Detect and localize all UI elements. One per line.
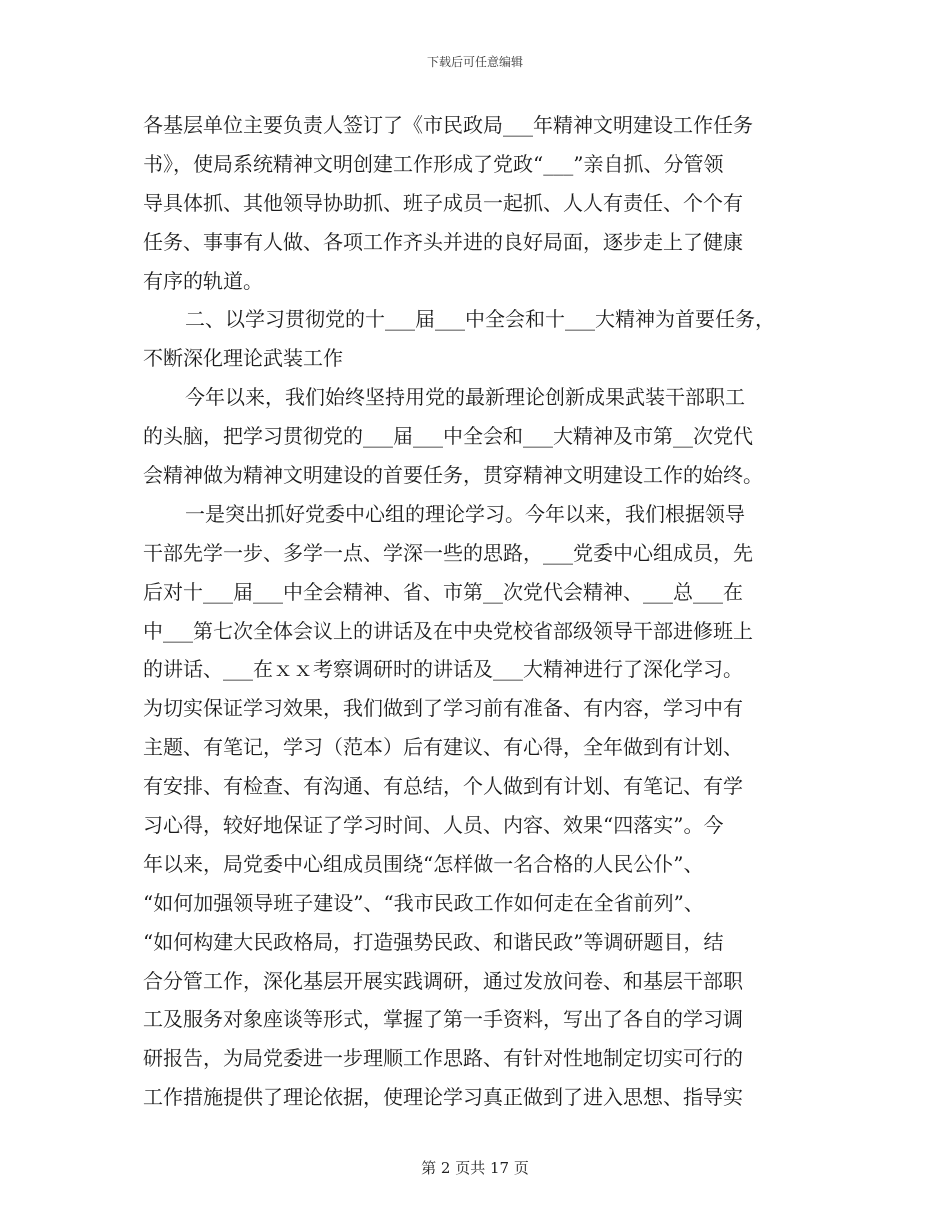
text-line: 书》，使局系统精神文明创建工作形成了党政“___”亲自抓、分管领 <box>143 151 724 176</box>
text-line: 中___第七次全体会议上的讲话及在中央党校省部级领导干部进修班上 <box>143 618 753 643</box>
text-line: 工及服务对象座谈等形式，掌握了第一手资料，写出了各自的学习调 <box>143 1007 743 1032</box>
text-line: 后对十___届___中全会精神、省、市第__次党代会精神、___总___在 <box>143 579 743 604</box>
text-line: 任务、事事有人做、各项工作齐头并进的良好局面，逐步走上了健康 <box>143 229 743 254</box>
text-line: 主题、有笔记，学习（范本）后有建议、有心得，全年做到有计划、 <box>143 735 743 760</box>
text-line: 二、以学习贯彻党的十___届___中全会和十___大精神为首要任务， <box>185 307 775 332</box>
text-line: 一是突出抓好党委中心组的理论学习。今年以来，我们根据领导 <box>185 501 745 526</box>
text-line: 的讲话、___在ｘｘ考察调研时的讲话及___大精神进行了深化学习。 <box>143 657 743 682</box>
text-line: 为切实保证学习效果，我们做到了学习前有准备、有内容，学习中有 <box>143 696 743 721</box>
document-body <box>143 106 815 1117</box>
text-line: 年以来，局党委中心组成员围绕“怎样做一名合格的人民公仆”、 <box>143 851 704 876</box>
text-line: 导具体抓、其他领导协助抓、班子成员一起抓、人人有责任、个个有 <box>143 190 743 215</box>
text-line: 有安排、有检查、有沟通、有总结，个人做到有计划、有笔记、有学 <box>143 774 743 799</box>
page-footer: 第 2 页共 17 页 <box>421 1159 529 1177</box>
text-line: 习心得，较好地保证了学习时间、人员、内容、效果“四落实”。今 <box>143 813 724 838</box>
text-line: 合分管工作，深化基层开展实践调研，通过发放问卷、和基层干部职 <box>143 968 743 993</box>
text-line: 有序的轨道。 <box>143 268 263 293</box>
text-line: 干部先学一步、多学一点、学深一些的思路，___党委中心组成员，先 <box>143 540 753 565</box>
text-line: 各基层单位主要负责人签订了《市民政局___年精神文明建设工作任务 <box>143 113 753 137</box>
page-header: 下载后可任意编辑 <box>426 55 523 69</box>
text-line: 工作措施提供了理论依据，使理论学习真正做到了进入思想、指导实 <box>143 1085 743 1110</box>
text-line: 不断深化理论武装工作 <box>143 346 343 371</box>
text-line: 会精神做为精神文明建设的首要任务，贯穿精神文明建设工作的始终。 <box>143 463 763 488</box>
text-line: “如何加强领导班子建设”、“我市民政工作如何走在全省前列”、 <box>143 890 704 915</box>
text-line: “如何构建大民政格局，打造强势民政、和谐民政”等调研题目，结 <box>143 929 724 954</box>
text-line: 研报告，为局党委进一步理顺工作思路、有针对性地制定切实可行的 <box>143 1046 743 1071</box>
text-line: 的头脑，把学习贯彻党的___届___中全会和___大精神及市第__次党代 <box>143 424 753 449</box>
text-line: 今年以来，我们始终坚持用党的最新理论创新成果武装干部职工 <box>185 385 745 410</box>
